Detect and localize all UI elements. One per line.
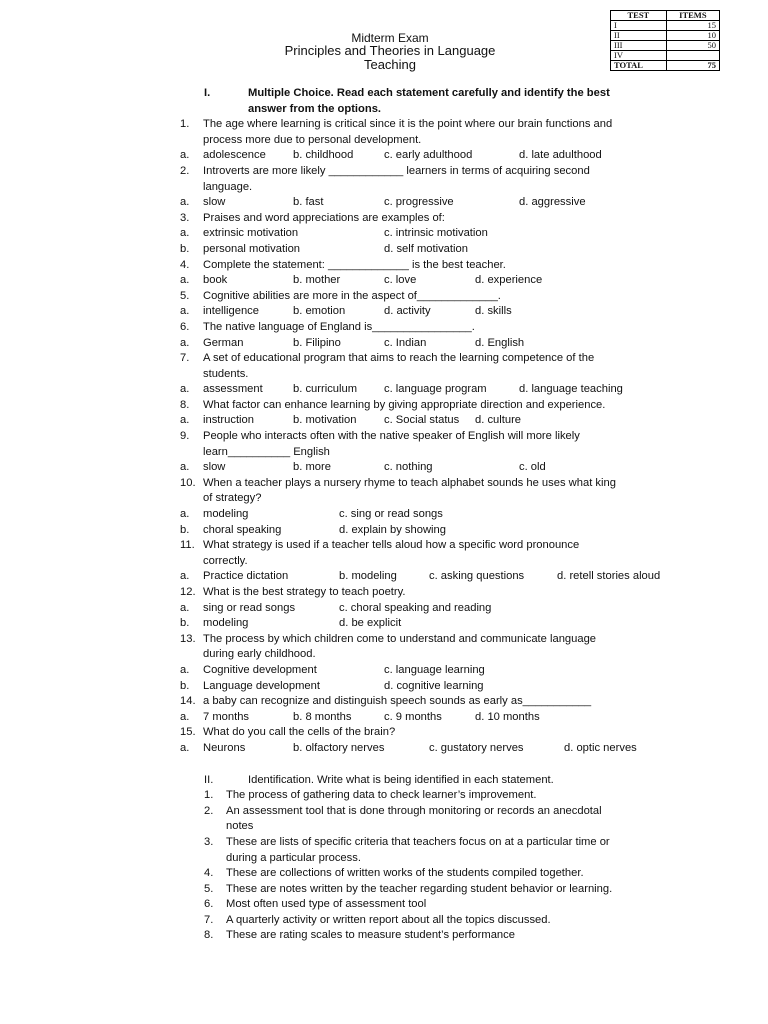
option-row (0, 242, 768, 258)
answer-option: d. optic nerves (564, 741, 637, 754)
identification-text: These are notes written by the teacher regarding student behavior or learning. (226, 882, 613, 895)
answer-option: d. language teaching (519, 383, 623, 396)
identification-number: 4. (204, 867, 214, 880)
answer-option: b. emotion (293, 305, 346, 318)
identification-list (0, 788, 768, 944)
option-letter: a. (180, 305, 190, 318)
score-header-items: ITEMS (666, 11, 719, 21)
identification-item (0, 882, 768, 898)
identification-text: notes (226, 820, 254, 833)
option-row (0, 679, 768, 695)
answer-option: b. fast (293, 196, 324, 209)
question-line (0, 725, 768, 741)
answer-option: adolescence (203, 149, 266, 162)
question-line-cont (0, 367, 768, 383)
question-text: People who interacts often with the native speaker of English will more likely (203, 430, 580, 443)
answer-option: d. retell stories aloud (557, 570, 661, 583)
score-table-header (611, 11, 720, 21)
identification-number: 8. (204, 929, 214, 942)
question-number: 10. (180, 476, 196, 489)
identification-item (0, 804, 768, 820)
answer-option: intelligence (203, 305, 259, 318)
identification-number: 2. (204, 804, 214, 817)
question-text: process more due to personal development. (203, 133, 422, 146)
question-text: students. (203, 367, 249, 380)
section1-instruction: Multiple Choice. Read each statement carefully and identify the best (248, 87, 610, 99)
option-row (0, 460, 768, 476)
score-row (611, 51, 720, 61)
answer-option: extrinsic motivation (203, 227, 299, 240)
question-line (0, 398, 768, 414)
question-text: of strategy? (203, 492, 262, 505)
answer-option: c. love (384, 274, 417, 287)
option-letter: b. (180, 679, 190, 692)
answer-option: b. curriculum (293, 383, 358, 396)
identification-number: 5. (204, 882, 214, 895)
question-line (0, 320, 768, 336)
section-gap (0, 757, 768, 773)
answer-option: Practice dictation (203, 570, 289, 583)
score-table (610, 10, 720, 71)
score-row (611, 31, 720, 41)
question-line (0, 289, 768, 305)
section1-heading-cont (0, 102, 768, 118)
question-text: What strategy is used if a teacher tells aloud how a specific word pronounce (203, 539, 580, 552)
option-letter: a. (180, 601, 190, 614)
exam-title (260, 44, 520, 72)
question-number: 5. (180, 289, 190, 302)
option-letter: a. (180, 570, 190, 583)
option-letter: a. (180, 663, 190, 676)
answer-option: c. nothing (384, 461, 433, 474)
score-total-label: TOTAL (611, 61, 667, 71)
answer-option: assessment (203, 383, 263, 396)
question-line (0, 694, 768, 710)
question-line (0, 585, 768, 601)
option-row (0, 569, 768, 585)
answer-option: d. aggressive (519, 196, 586, 209)
identification-item (0, 913, 768, 929)
answer-option: c. early adulthood (384, 149, 473, 162)
answer-option: b. motivation (293, 414, 357, 427)
score-test: III (611, 41, 667, 51)
answer-option: b. mother (293, 274, 341, 287)
identification-text: These are rating scales to measure student’s performance (226, 929, 515, 942)
question-text: during early childhood. (203, 648, 316, 661)
score-items: 15 (666, 21, 719, 31)
answer-option: Language development (203, 679, 320, 692)
identification-text: An assessment tool that is done through monitoring or records an anecdotal (226, 804, 602, 817)
answer-option: d. 10 months (475, 710, 540, 723)
question-line (0, 211, 768, 227)
score-row (611, 41, 720, 51)
option-letter: a. (180, 383, 190, 396)
option-row (0, 710, 768, 726)
question-text: The age where learning is critical since it is the point where our brain functions and (203, 118, 613, 131)
option-row (0, 336, 768, 352)
score-total-value: 75 (666, 61, 719, 71)
answer-option: slow (203, 461, 226, 474)
answer-option: c. Indian (384, 336, 427, 349)
question-line (0, 258, 768, 274)
answer-option: personal motivation (203, 242, 301, 255)
option-letter: a. (180, 274, 190, 287)
identification-text: Most often used type of assessment tool (226, 898, 427, 911)
multiple-choice-list (0, 117, 768, 756)
answer-option: c. sing or read songs (339, 508, 443, 521)
score-test: II (611, 31, 667, 41)
question-number: 11. (180, 539, 195, 552)
answer-option: d. self motivation (384, 242, 468, 255)
question-text: correctly. (203, 554, 248, 567)
option-letter: a. (180, 508, 190, 521)
answer-option: b. 8 months (293, 710, 352, 723)
section1-instruction-cont: answer from the options. (248, 102, 382, 115)
question-text: The native language of England is________________. (203, 320, 475, 333)
answer-option: d. late adulthood (519, 149, 602, 162)
question-line-cont (0, 445, 768, 461)
identification-text: A quarterly activity or written report about all the topics discussed. (226, 913, 551, 926)
option-row (0, 304, 768, 320)
question-number: 7. (180, 352, 190, 365)
question-line-cont (0, 133, 768, 149)
answer-option: instruction (203, 414, 254, 427)
option-row (0, 616, 768, 632)
question-text: When a teacher plays a nursery rhyme to teach alphabet sounds he uses what king (203, 476, 616, 489)
answer-option: c. progressive (384, 196, 454, 209)
answer-option: b. modeling (339, 570, 397, 583)
identification-item (0, 897, 768, 913)
option-row (0, 523, 768, 539)
score-test: I (611, 21, 667, 31)
answer-option: book (203, 274, 228, 287)
score-test: IV (611, 51, 667, 61)
score-items: 10 (666, 31, 719, 41)
answer-option: c. intrinsic motivation (384, 227, 488, 240)
question-number: 3. (180, 211, 190, 224)
option-letter: b. (180, 242, 190, 255)
answer-option: c. gustatory nerves (429, 741, 524, 754)
identification-item (0, 788, 768, 804)
option-letter: b. (180, 523, 190, 536)
question-number: 6. (180, 320, 190, 333)
identification-text: These are collections of written works of the students compiled together. (226, 867, 584, 880)
question-number: 1. (180, 118, 190, 131)
answer-option: c. Social status (384, 414, 460, 427)
option-row (0, 413, 768, 429)
identification-number: 7. (204, 913, 214, 926)
question-line (0, 538, 768, 554)
question-number: 2. (180, 164, 190, 177)
question-text: What is the best strategy to teach poetry. (203, 586, 406, 598)
question-text: What do you call the cells of the brain? (203, 726, 396, 739)
identification-number: 3. (204, 835, 214, 848)
identification-text: during a particular process. (226, 851, 361, 864)
option-row (0, 741, 768, 757)
option-row (0, 273, 768, 289)
option-row (0, 148, 768, 164)
answer-option: d. cognitive learning (384, 679, 484, 692)
answer-option: d. culture (475, 414, 522, 427)
question-text: The process by which children come to understand and communicate language (203, 632, 597, 645)
identification-item-cont (0, 851, 768, 867)
option-letter: a. (180, 336, 190, 349)
option-letter: a. (180, 414, 190, 427)
question-text: learn__________ English (203, 445, 330, 458)
answer-option: c. language program (384, 383, 487, 396)
answer-option: c. choral speaking and reading (339, 601, 492, 614)
option-letter: a. (180, 710, 190, 723)
identification-text: The process of gathering data to check learner’s improvement. (226, 789, 537, 802)
question-number: 15. (180, 726, 196, 739)
identification-item (0, 866, 768, 882)
score-total-row (611, 61, 720, 71)
option-letter: a. (180, 149, 190, 162)
option-row (0, 382, 768, 398)
answer-option: Cognitive development (203, 663, 317, 676)
question-line (0, 117, 768, 133)
score-items: 50 (666, 41, 719, 51)
identification-number: 6. (204, 898, 214, 911)
identification-text: These are lists of specific criteria that teachers focus on at a particular time or (226, 835, 610, 848)
answer-option: b. Filipino (293, 336, 341, 349)
answer-option: c. 9 months (384, 710, 442, 723)
answer-option: d. be explicit (339, 617, 402, 630)
question-line (0, 476, 768, 492)
question-number: 12. (180, 586, 196, 598)
question-line-cont (0, 180, 768, 196)
answer-option: b. olfactory nerves (293, 741, 385, 754)
answer-option: Neurons (203, 741, 246, 754)
answer-option: c. language learning (384, 663, 485, 676)
exam-title-line1: Principles and Theories in Language (284, 43, 496, 58)
identification-item (0, 928, 768, 944)
question-line-cont (0, 554, 768, 570)
option-letter: b. (180, 617, 190, 630)
answer-option: c. old (519, 461, 546, 474)
answer-option: choral speaking (203, 523, 282, 536)
exam-label: Midterm Exam (351, 31, 429, 45)
answer-option: sing or read songs (203, 601, 296, 614)
question-number: 13. (180, 632, 196, 645)
question-number: 4. (180, 258, 190, 271)
answer-option: modeling (203, 617, 249, 630)
question-line (0, 429, 768, 445)
answer-option: b. more (293, 461, 331, 474)
answer-option: d. skills (475, 305, 512, 318)
option-letter: a. (180, 227, 190, 240)
answer-option: modeling (203, 508, 249, 521)
question-line-cont (0, 491, 768, 507)
answer-option: b. childhood (293, 149, 354, 162)
score-row (611, 21, 720, 31)
option-row (0, 195, 768, 211)
option-letter: a. (180, 461, 190, 474)
section2-heading (0, 773, 768, 789)
answer-option: slow (203, 196, 226, 209)
answer-option: d. activity (384, 305, 431, 318)
question-number: 9. (180, 430, 190, 443)
exam-body (0, 86, 768, 944)
option-row (0, 663, 768, 679)
option-letter: a. (180, 196, 190, 209)
question-number: 14. (180, 695, 196, 708)
score-header-test: TEST (611, 11, 667, 21)
answer-option: d. experience (475, 274, 543, 287)
answer-option: German (203, 336, 244, 349)
question-text: a baby can recognize and distinguish speech sounds as early as___________ (203, 695, 592, 708)
score-items (666, 51, 719, 61)
option-row (0, 226, 768, 242)
section2-instruction: Identification. Write what is being identified in each statement. (248, 773, 554, 786)
option-letter: a. (180, 741, 190, 754)
question-text: What factor can enhance learning by giving appropriate direction and experience. (203, 398, 606, 411)
answer-option: c. asking questions (429, 570, 525, 583)
question-text: Complete the statement: _____________ is the best teacher. (203, 258, 506, 271)
question-line (0, 632, 768, 648)
question-line (0, 351, 768, 367)
question-line-cont (0, 647, 768, 663)
section1-heading (0, 86, 768, 102)
answer-option: d. explain by showing (339, 523, 446, 536)
identification-item-cont (0, 819, 768, 835)
question-text: Cognitive abilities are more in the aspect of_____________. (203, 289, 501, 302)
question-text: Praises and word appreciations are examples of: (203, 211, 445, 224)
exam-title-line2: Teaching (363, 57, 417, 72)
identification-number: 1. (204, 789, 214, 802)
section1-number: I. (204, 87, 211, 99)
question-text: Introverts are more likely ____________ learners in terms of acquiring second (203, 164, 590, 177)
question-line (0, 164, 768, 180)
answer-option: 7 months (203, 710, 250, 723)
answer-option: d. English (475, 336, 525, 349)
identification-item (0, 835, 768, 851)
option-row (0, 601, 768, 617)
question-text: language. (203, 180, 253, 193)
section2-number: II. (204, 773, 214, 786)
question-text: A set of educational program that aims to reach the learning competence of the (203, 352, 595, 365)
question-number: 8. (180, 398, 190, 411)
option-row (0, 507, 768, 523)
